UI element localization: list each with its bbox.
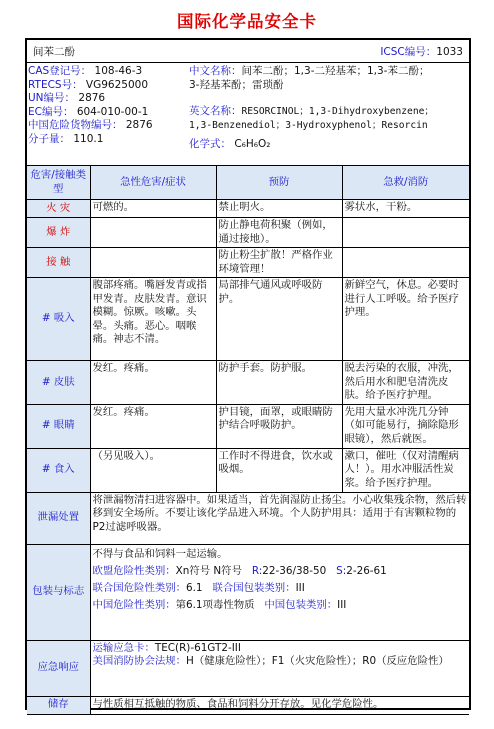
cell-prevention: 防止静电荷积聚（例如，通过接地）。 — [216, 218, 342, 248]
cell-prevention: 工作时不得进食，饮水或吸烟。 — [216, 448, 342, 492]
cell-symptom: 发红。疼痛。 — [90, 361, 216, 405]
storage-text: 与性质相互抵触的物质、食品和饲料分开存放。见化学危险性。 — [90, 696, 469, 714]
identification-block — [27, 62, 469, 166]
cell-symptom: （另见吸入）。 — [90, 448, 216, 492]
col-header-first-aid: 急救/消防 — [342, 166, 469, 200]
row-label-inhalation: # 吸入 — [27, 278, 90, 361]
col-header-symptom: 急性危害/症状 — [90, 166, 216, 200]
storage-row — [27, 696, 469, 714]
col-header-type: 危害/接触类型 — [27, 166, 90, 200]
cell-prevention: 护目镜，面罩，或眼睛防护结合呼吸防护。 — [216, 404, 342, 448]
table-row — [27, 248, 469, 278]
nfpa-code: 美国消防协会法规：H（健康危险性）；F1（火灾危险性）；R0（反应危险性） — [92, 655, 449, 667]
cell-first-aid: 新鲜空气，休息。必要时进行人工呼吸。给予医疗护理。 — [342, 278, 469, 361]
col-header-prevention: 预防 — [216, 166, 342, 200]
icsc-number: ICSC编号：1033 — [380, 46, 463, 58]
row-label-exposure: 接 触 — [27, 248, 90, 278]
safety-card — [25, 38, 471, 710]
spill-label: 泄漏处置 — [27, 492, 90, 544]
cell-prevention: 局部排气通风或呼吸防护。 — [216, 278, 342, 361]
packaging-label: 包装与标志 — [27, 544, 90, 640]
chemical-formula: 化学式： C₆H₆O₂ — [189, 138, 271, 151]
row-label-ingestion: # 食入 — [27, 448, 90, 492]
chinese-name-cont: 3-羟基苯酚；雷琐酚 — [189, 78, 284, 91]
transport-card: 运输应急卡：TEC(R)-61GT2-III — [92, 641, 241, 654]
table-row — [27, 278, 469, 361]
packaging-row — [27, 544, 469, 640]
cell-symptom: 腹部疼痛。嘴唇发青或指甲发青。皮肤发青。意识模糊。惊厥。咳嗽。头晕。头痛。恶心。咽喉痛。神志不清。 — [90, 278, 216, 361]
cell-symptom — [90, 248, 216, 278]
row-label-explosion: 爆 炸 — [27, 218, 90, 248]
cell-prevention: 禁止明火。 — [216, 200, 342, 218]
cell-prevention: 防护手套。防护服。 — [216, 361, 342, 405]
molecular-weight: 分子量： 110.1 — [28, 132, 104, 145]
row-label-fire: 火 灾 — [27, 200, 90, 218]
cell-first-aid: 先用大量水冲洗几分钟（如可能易行，摘除隐形眼镜），然后就医。 — [342, 404, 469, 448]
china-classification: 中国危险性类别：第6.1项毒性物质 中国包装类别：III — [92, 598, 347, 611]
ec-number: EC编号： 604-010-00-1 — [28, 105, 149, 118]
packaging-note: 不得与食品和饲料一起运输。 — [92, 547, 228, 560]
cell-symptom: 可燃的。 — [90, 200, 216, 218]
table-header-row — [27, 166, 469, 200]
english-name: 英文名称：RESORCINOL；1,3-Dihydroxybenzene； — [189, 105, 434, 118]
packaging-content — [90, 544, 469, 640]
table-row — [27, 361, 469, 405]
hazard-table — [27, 165, 469, 715]
chinese-name: 中文名称：间苯二酚；1,3-二羟基苯；1,3-苯二酚； — [189, 65, 430, 77]
cell-symptom — [90, 218, 216, 248]
row-label-eyes: # 眼睛 — [27, 404, 90, 448]
card-header — [27, 40, 469, 63]
storage-label: 储存 — [27, 696, 90, 714]
rtecs-number: RTECS号： VG9625000 — [28, 78, 149, 91]
row-label-skin: # 皮肤 — [27, 361, 90, 405]
cell-prevention: 防止粉尘扩散！严格作业环境管理！ — [216, 248, 342, 278]
table-row — [27, 218, 469, 248]
spill-text: 将泄漏物清扫进容器中。如果适当，首先润湿防止扬尘。小心收集残余物，然后转移到安全场所。不要让该化学品进入环境。个人防护用具：适用于有害颗粒物的P2过滤呼吸器。 — [90, 492, 469, 544]
emergency-label: 应急响应 — [27, 640, 90, 696]
emergency-content — [90, 640, 469, 696]
table-row — [27, 404, 469, 448]
page-title: 国际化学品安全卡 — [177, 12, 317, 31]
table-row — [27, 448, 469, 492]
english-name-cont: 1,3-Benzenediol；3-Hydroxyphenol；Resorcin — [189, 119, 428, 131]
cell-first-aid — [342, 248, 469, 278]
eu-classification: 欧盟危险性类别：Xn符号 N符号 R:22-36/38-50 S:2-26-61 — [92, 564, 387, 577]
emergency-row — [27, 640, 469, 696]
china-dangerous-goods-number: 中国危险货物编号： 2876 — [28, 119, 153, 132]
un-number: UN编号： 2876 — [28, 92, 106, 105]
chemical-name: 间苯二酚 — [33, 46, 75, 58]
table-row — [27, 200, 469, 218]
cas-number: CAS登记号： 108-46-3 — [28, 65, 143, 77]
un-classification: 联合国危险性类别：6.1 联合国包装类别：III — [92, 581, 305, 594]
spill-row — [27, 492, 469, 544]
cell-symptom: 发红。疼痛。 — [90, 404, 216, 448]
cell-first-aid: 漱口，催吐（仅对清醒病人！）。用水冲服活性炭浆。给予医疗护理。 — [342, 448, 469, 492]
cell-first-aid: 雾状水，干粉。 — [342, 200, 469, 218]
cell-first-aid — [342, 218, 469, 248]
cell-first-aid: 脱去污染的衣服，冲洗，然后用水和肥皂清洗皮肤。给予医疗护理。 — [342, 361, 469, 405]
